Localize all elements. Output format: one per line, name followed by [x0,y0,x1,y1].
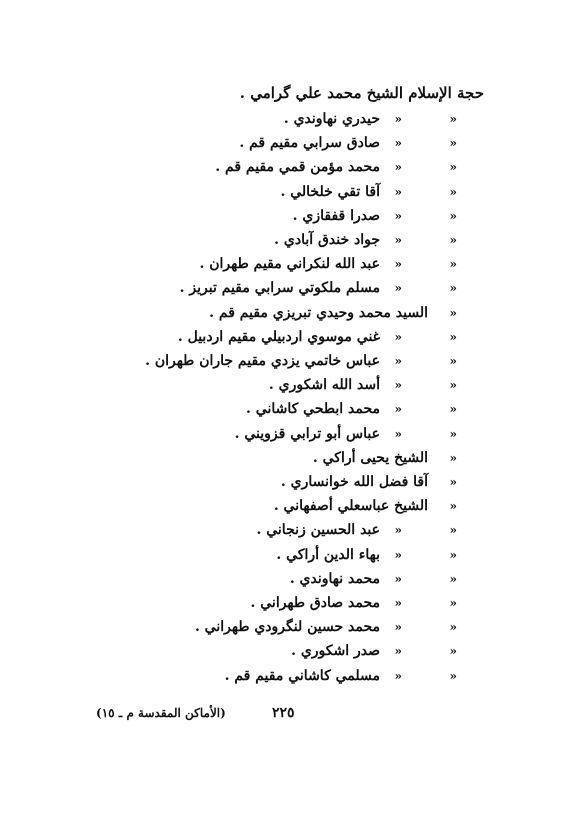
ditto-mark: « [449,402,457,417]
ditto-mark: « [449,475,457,489]
list-item [0,615,578,639]
ditto-mark: « [449,426,457,441]
ditto-mark: « [394,160,402,175]
ditto-mark: « [394,378,402,393]
list-item [0,228,578,252]
list-item-text: عبد الحسين زنجاني . [256,522,380,539]
list-item-text: محمد نهاوندي . [289,570,380,587]
list-item [0,567,578,591]
list-item [0,276,578,300]
ditto-mark: « [394,184,402,199]
list-item-text: محمد حسين لنگرودي طهراني . [194,619,380,636]
ditto-mark: « [394,523,402,538]
list-item [0,325,578,349]
list-item [0,518,578,542]
ditto-mark: « [449,184,457,199]
ditto-mark: « [449,305,457,320]
list-item-text: آقا تقي خلخالي . [280,183,380,200]
list-item [0,494,578,518]
ditto-mark: « [449,136,457,151]
list-item-text: محمد صادق طهراني . [250,595,380,611]
ditto-mark: « [449,160,457,175]
list-item-text: صدرا قفقازي . [292,207,380,224]
list-item [0,470,578,494]
list-item-text: أسد الله اشكوري . [268,377,380,394]
ditto-mark: « [394,208,402,223]
list-item-text: السيد محمد وحيدي تبريزي مقيم قم . [209,304,428,321]
ditto-mark: « [449,668,457,683]
list-heading: حجة الإسلام الشيخ محمد علي گرامي . [239,84,484,102]
list-item [0,107,578,131]
ditto-mark: « [394,112,402,126]
ditto-mark: « [449,620,457,635]
list-item [0,543,578,567]
ditto-mark: « [449,257,457,272]
list-item [0,180,578,204]
list-item-text: عباس خاتمي يزدي مقيم جاران طهران . [145,353,380,369]
list-item [0,446,578,470]
list-item [0,591,578,615]
list-item-text: صادق سرابي مقيم قم . [239,135,380,152]
list-item [0,664,578,688]
list-item-text: الشيخ عباسعلي أصفهاني . [273,498,428,515]
list-item-text: غني موسوي اردبيلي مقيم اردبيل . [177,328,380,345]
ditto-mark: « [394,620,402,635]
list-item [0,301,578,325]
list-item-text: مسلم ملكوتي سرابي مقيم تبريز . [179,280,380,297]
ditto-mark: « [449,596,457,610]
list-item-text: محمد مؤمن قمي مقيم قم . [215,159,380,176]
ditto-mark: « [449,281,457,296]
ditto-mark: « [394,547,402,562]
ditto-mark: « [449,378,457,393]
list-item [0,155,578,179]
book-reference: (الأماكن المقدسة م ـ ١٥) [96,706,226,720]
list-item [0,349,578,373]
list-item-text: آقا فضل الله خوانساري . [280,474,428,490]
ditto-mark: « [449,450,457,465]
list-item [0,131,578,155]
ditto-mark: « [394,644,402,659]
list-item-text: عباس أبو ترابي قزويني . [234,425,380,442]
ditto-mark: « [394,233,402,247]
ditto-mark: « [449,571,457,586]
ditto-mark: « [449,354,457,368]
list-item-text: صدر اشكوري . [291,643,380,660]
ditto-mark: « [394,402,402,417]
ditto-mark: « [449,208,457,223]
ditto-mark: « [394,257,402,272]
ditto-mark: « [449,233,457,247]
list-item-text: الشيخ يحيى أراكي . [312,449,428,466]
list-item [0,373,578,397]
ditto-mark: « [394,329,402,344]
ditto-mark: « [449,329,457,344]
ditto-mark: « [394,571,402,586]
ditto-mark: « [394,281,402,296]
list-item [0,397,578,421]
list-item-text: عبد الله لنكراني مقيم طهران . [199,256,380,273]
list-item-text: بهاء الدين أراكي . [276,546,380,563]
list-item-text: حيدري نهاوندي . [283,111,380,127]
ditto-mark: « [449,523,457,538]
list-item [0,422,578,446]
ditto-mark: « [449,112,457,126]
ditto-mark: « [394,668,402,683]
list-item-text: مسلمي كاشاني مقيم قم . [224,667,380,684]
ditto-mark: « [394,426,402,441]
ditto-mark: « [449,644,457,659]
ditto-mark: « [394,136,402,151]
list-item-text: محمد ابطحي كاشاني . [246,401,380,418]
list-item [0,204,578,228]
ditto-mark: « [394,596,402,610]
list-item-text: جواد خندق آبادي . [274,232,380,248]
list-item [0,639,578,663]
page-number: ٢٢٥ [272,705,295,721]
list-item [0,252,578,276]
ditto-mark: « [449,547,457,562]
ditto-mark: « [394,354,402,368]
ditto-mark: « [449,499,457,514]
